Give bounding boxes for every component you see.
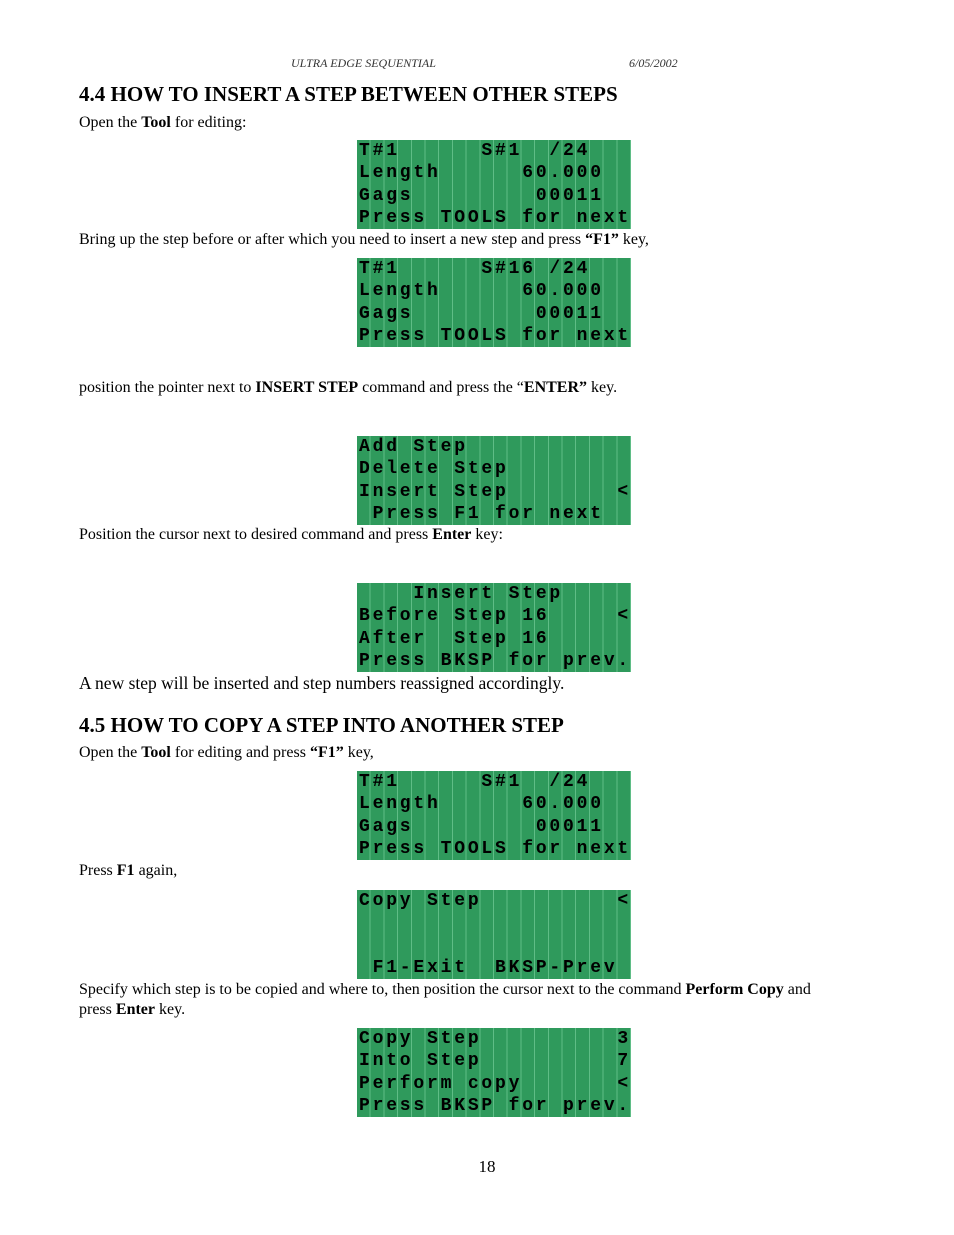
lcd-row: Copy Step 3: [359, 1029, 632, 1049]
instruction-press-f1-again: Press F1 again,: [79, 862, 178, 879]
lcd-row: Delete Step: [359, 459, 509, 480]
lcd-row: Press BKSP for prev.: [359, 650, 632, 671]
running-header-date: 6/05/2002: [629, 56, 678, 70]
lcd-row: Length 60.000: [359, 794, 604, 815]
lcd-row: Length 60.000: [359, 281, 604, 302]
lcd-display-perform-copy: [357, 1028, 631, 1117]
instruction-open-tool: Open the Tool for editing:: [79, 114, 247, 131]
lcd-row: T#1 S#1 /24: [359, 141, 591, 161]
instruction-bring-up-step: Bring up the step before or after which you need to insert a new step and press “F1” key,: [79, 231, 649, 248]
lcd-row: T#1 S#16 /24: [359, 259, 591, 279]
note-step-reassigned: A new step will be inserted and step numbers reassigned accordingly.: [79, 673, 565, 693]
lcd-row: After Step 16: [359, 628, 550, 649]
lcd-display-step-menu: [357, 436, 631, 525]
instruction-position-pointer: position the pointer next to INSERT STEP command and press the “ENTER” key.: [79, 379, 618, 396]
lcd-row: Gags 00011: [359, 816, 604, 837]
lcd-row: Insert Step: [359, 584, 564, 604]
lcd-row: Gags 00011: [359, 185, 604, 206]
lcd-row: Add Step: [359, 437, 468, 457]
lcd-row: Insert Step <: [359, 481, 632, 502]
lcd-row: Press TOOLS for next: [359, 207, 632, 228]
lcd-display-copy-step-menu: [357, 890, 631, 979]
page-number: 18: [478, 1157, 496, 1176]
lcd-row: [359, 935, 631, 957]
lcd-row: Into Step 7: [359, 1051, 632, 1072]
lcd-row: Gags 00011: [359, 303, 604, 324]
lcd-row: Press TOOLS for next: [359, 325, 632, 346]
instruction-specify-copy: Specify which step is to be copied and where to, then position the cursor next to the command Perform Copy and press Enter key.: [79, 981, 811, 1018]
lcd-row: Perform copy <: [359, 1073, 632, 1094]
lcd-display-tool-main: [357, 140, 631, 229]
lcd-row: Length 60.000: [359, 163, 604, 184]
instruction-open-tool-f1: Open the Tool for editing and press “F1” key,: [79, 744, 374, 761]
lcd-display-tool-main-copy: [357, 771, 631, 860]
section-heading-4-5: 4.5 HOW TO COPY A STEP INTO ANOTHER STEP: [79, 713, 564, 737]
lcd-row: Copy Step <: [359, 891, 632, 911]
lcd-row: [359, 912, 631, 934]
lcd-display-step-16: [357, 258, 631, 347]
lcd-row: T#1 S#1 /24: [359, 772, 591, 792]
instruction-position-cursor: Position the cursor next to desired command and press Enter key:: [79, 526, 503, 543]
lcd-row: F1-Exit BKSP-Prev: [359, 957, 618, 978]
lcd-row: Press BKSP for prev.: [359, 1095, 632, 1116]
lcd-row: Before Step 16 <: [359, 606, 632, 627]
running-header-title: ULTRA EDGE SEQUENTIAL: [291, 56, 436, 70]
lcd-row: Press F1 for next: [359, 503, 604, 524]
section-heading-4-4: 4.4 HOW TO INSERT A STEP BETWEEN OTHER STEPS: [79, 82, 618, 106]
lcd-row: Press TOOLS for next: [359, 838, 632, 859]
lcd-display-insert-step: [357, 583, 631, 672]
